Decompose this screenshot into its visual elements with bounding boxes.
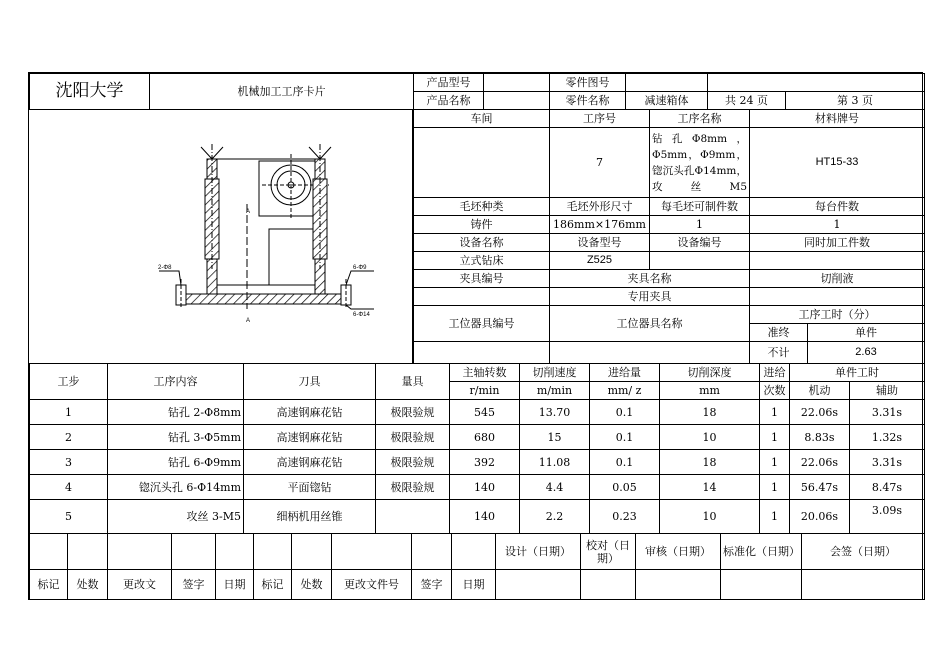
step-gauge: 极限验规 [376,450,450,475]
simul-parts-label: 同时加工件数 [750,234,925,252]
col-aux: 辅助 [850,382,925,400]
workshop-value [414,128,550,198]
step-aux: 3.31s [850,400,925,425]
fixture-name-value: 专用夹具 [550,288,750,306]
equip-no-label: 设备编号 [650,234,750,252]
col-machine: 机动 [790,382,850,400]
step-no: 5 [30,500,108,534]
step-tool: 高速钢麻花钻 [244,425,376,450]
signoff-empty [254,534,292,570]
table-row [30,475,925,500]
step-aux: 3.09s [850,500,925,534]
part-drawing-value[interactable] [626,74,708,92]
step-machine: 56.47s [790,475,850,500]
step-feed: 0.1 [590,425,660,450]
step-feed: 0.1 [590,450,660,475]
prep-value: 不计 [750,342,808,364]
col-feed-unit: mm/ z [590,382,660,400]
step-spindle: 140 [450,475,520,500]
step-depth: 10 [660,500,760,534]
table-row [30,425,925,450]
blank-size-label: 毛坯外形尺寸 [550,198,650,216]
standardize-date-label: 标准化（日期） [721,534,802,570]
step-machine: 8.83s [790,425,850,450]
review-date-value[interactable] [636,570,721,600]
dim-right-top: 6-Φ9 [353,265,367,271]
material-value: HT15-33 [750,128,925,198]
step-spindle: 392 [450,450,520,475]
step-passes: 1 [760,500,790,534]
unit-value: 2.63 [808,342,925,364]
step-gauge [376,500,450,534]
signoff-empty [216,534,254,570]
equip-model-value: Z525 [550,252,650,270]
step-machine: 22.06s [790,400,850,425]
step-passes: 1 [760,475,790,500]
step-no: 4 [30,475,108,500]
unit-label: 单件 [808,324,925,342]
col-tool: 刀具 [244,364,376,400]
step-speed: 11.08 [520,450,590,475]
step-gauge: 极限验规 [376,425,450,450]
header-table [29,73,925,110]
blank-size-value: 186mm×176mm [550,216,650,234]
col-gauge: 量具 [376,364,450,400]
signoff-empty [332,534,412,570]
simul-parts-value [750,252,925,270]
step-speed: 13.70 [520,400,590,425]
step-tool: 平面锪钻 [244,475,376,500]
op-no-label: 工序号 [550,110,650,128]
station-tool-name-label: 工位器具名称 [550,306,750,342]
step-feed: 0.05 [590,475,660,500]
proofread-date-label: 校对（日期） [581,534,636,570]
signoff-empty [412,534,452,570]
step-feed: 0.1 [590,400,660,425]
step-speed: 2.2 [520,500,590,534]
col-speed: 切削速度 [520,364,590,382]
op-time-label: 工序工时（分） [750,306,925,324]
product-name-label: 产品名称 [414,92,484,110]
step-no: 2 [30,425,108,450]
step-machine: 22.06s [790,450,850,475]
process-card [28,72,923,600]
step-tool: 高速钢麻花钻 [244,450,376,475]
part-drawing-svg [29,109,413,363]
signoff-empty [172,534,216,570]
signoff-empty [68,534,108,570]
workshop-label: 车间 [414,110,550,128]
signoff-empty [292,534,332,570]
sign-label: 签字 [412,570,452,600]
review-date-label: 审核（日期） [636,534,721,570]
col-passes-top: 进给 [760,364,790,382]
per-unit-label: 每台件数 [750,198,925,216]
standardize-date-value[interactable] [721,570,802,600]
equip-name-label: 设备名称 [414,234,550,252]
total-pages: 共 24 页 [708,92,786,110]
table-row [30,400,925,425]
step-no: 1 [30,400,108,425]
signoff-empty [452,534,496,570]
col-step: 工步 [30,364,108,400]
step-aux: 1.32s [850,425,925,450]
step-passes: 1 [760,450,790,475]
product-name-value[interactable] [484,92,550,110]
step-aux: 8.47s [850,475,925,500]
step-spindle: 680 [450,425,520,450]
step-content: 钻孔 2-Φ8mm [108,400,244,425]
step-machine: 20.06s [790,500,850,534]
steps-table [29,363,925,534]
equip-name-value: 立式钻床 [414,252,550,270]
product-model-label: 产品型号 [414,74,484,92]
prep-label: 准终 [750,324,808,342]
change-doc-label: 更改文 [108,570,172,600]
step-passes: 1 [760,400,790,425]
step-speed: 4.4 [520,475,590,500]
count-label: 处数 [292,570,332,600]
step-tool: 高速钢麻花钻 [244,400,376,425]
station-tool-no-value [414,342,550,364]
material-label: 材料牌号 [750,110,925,128]
section-label-a-top: A [246,209,251,215]
per-blank-value: 1 [650,216,750,234]
table-row [30,450,925,475]
proofread-date-value[interactable] [581,570,636,600]
mark-label: 标记 [254,570,292,600]
op-no-value: 7 [550,128,650,198]
university-name: 沈阳大学 [30,74,150,110]
design-date-value[interactable] [496,570,581,600]
col-speed-unit: m/min [520,382,590,400]
blank-type-value: 铸件 [414,216,550,234]
dim-left: 2-Φ8 [158,265,172,271]
step-depth: 18 [660,400,760,425]
op-name-value: 钻孔Φ8mm，Φ5mm，Φ9mm，锪沉头孔Φ14mm，攻丝M5 [650,128,750,198]
blank-type-label: 毛坯种类 [414,198,550,216]
count-label: 处数 [68,570,108,600]
col-spindle: 主轴转数 [450,364,520,382]
date-label: 日期 [452,570,496,600]
page-number: 第 3 页 [786,92,925,110]
product-model-value[interactable] [484,74,550,92]
per-blank-label: 每毛坯可制件数 [650,198,750,216]
design-date-label: 设计（日期） [496,534,581,570]
step-depth: 18 [660,450,760,475]
section-label-a-bottom: A [246,318,251,324]
step-content: 攻丝 3-M5 [108,500,244,534]
step-content: 钻孔 3-Φ5mm [108,425,244,450]
coolant-label: 切削液 [750,270,925,288]
step-spindle: 545 [450,400,520,425]
step-spindle: 140 [450,500,520,534]
blank-cell [708,74,925,92]
step-no: 3 [30,450,108,475]
col-spindle-unit: r/min [450,382,520,400]
date-label: 日期 [216,570,254,600]
step-aux: 3.31s [850,450,925,475]
part-name-value: 减速箱体 [626,92,708,110]
col-content: 工序内容 [108,364,244,400]
op-name-label: 工序名称 [650,110,750,128]
part-name-label: 零件名称 [550,92,626,110]
step-depth: 14 [660,475,760,500]
process-info-table [413,109,925,364]
step-content: 钻孔 6-Φ9mm [108,450,244,475]
col-feed: 进给量 [590,364,660,382]
per-unit-value: 1 [750,216,925,234]
step-gauge: 极限验规 [376,475,450,500]
signoff-empty [30,534,68,570]
col-depth-unit: mm [660,382,760,400]
change-doc-no-label: 更改文件号 [332,570,412,600]
step-tool: 细柄机用丝锥 [244,500,376,534]
signoff-table [29,533,925,600]
part-drawing-label: 零件图号 [550,74,626,92]
mark-label: 标记 [30,570,68,600]
countersign-date-value[interactable] [802,570,925,600]
step-speed: 15 [520,425,590,450]
col-passes-bottom: 次数 [760,382,790,400]
fixture-no-label: 夹具编号 [414,270,550,288]
part-drawing-area [29,109,413,363]
step-content: 锪沉头孔 6-Φ14mm [108,475,244,500]
equip-no-value [650,252,750,270]
col-unit-time: 单件工时 [790,364,925,382]
station-tool-no-label: 工位器具编号 [414,306,550,342]
fixture-no-value [414,288,550,306]
table-row [30,500,925,534]
station-tool-name-value [550,342,750,364]
coolant-value [750,288,925,306]
card-title: 机械加工工序卡片 [150,74,414,110]
fixture-name-label: 夹具名称 [550,270,750,288]
signoff-empty [108,534,172,570]
equip-model-label: 设备型号 [550,234,650,252]
step-passes: 1 [760,425,790,450]
sign-label: 签字 [172,570,216,600]
dim-right-bottom: 6-Φ14 [353,312,370,318]
countersign-date-label: 会签（日期） [802,534,925,570]
col-depth: 切削深度 [660,364,760,382]
step-gauge: 极限验规 [376,400,450,425]
step-feed: 0.23 [590,500,660,534]
step-depth: 10 [660,425,760,450]
